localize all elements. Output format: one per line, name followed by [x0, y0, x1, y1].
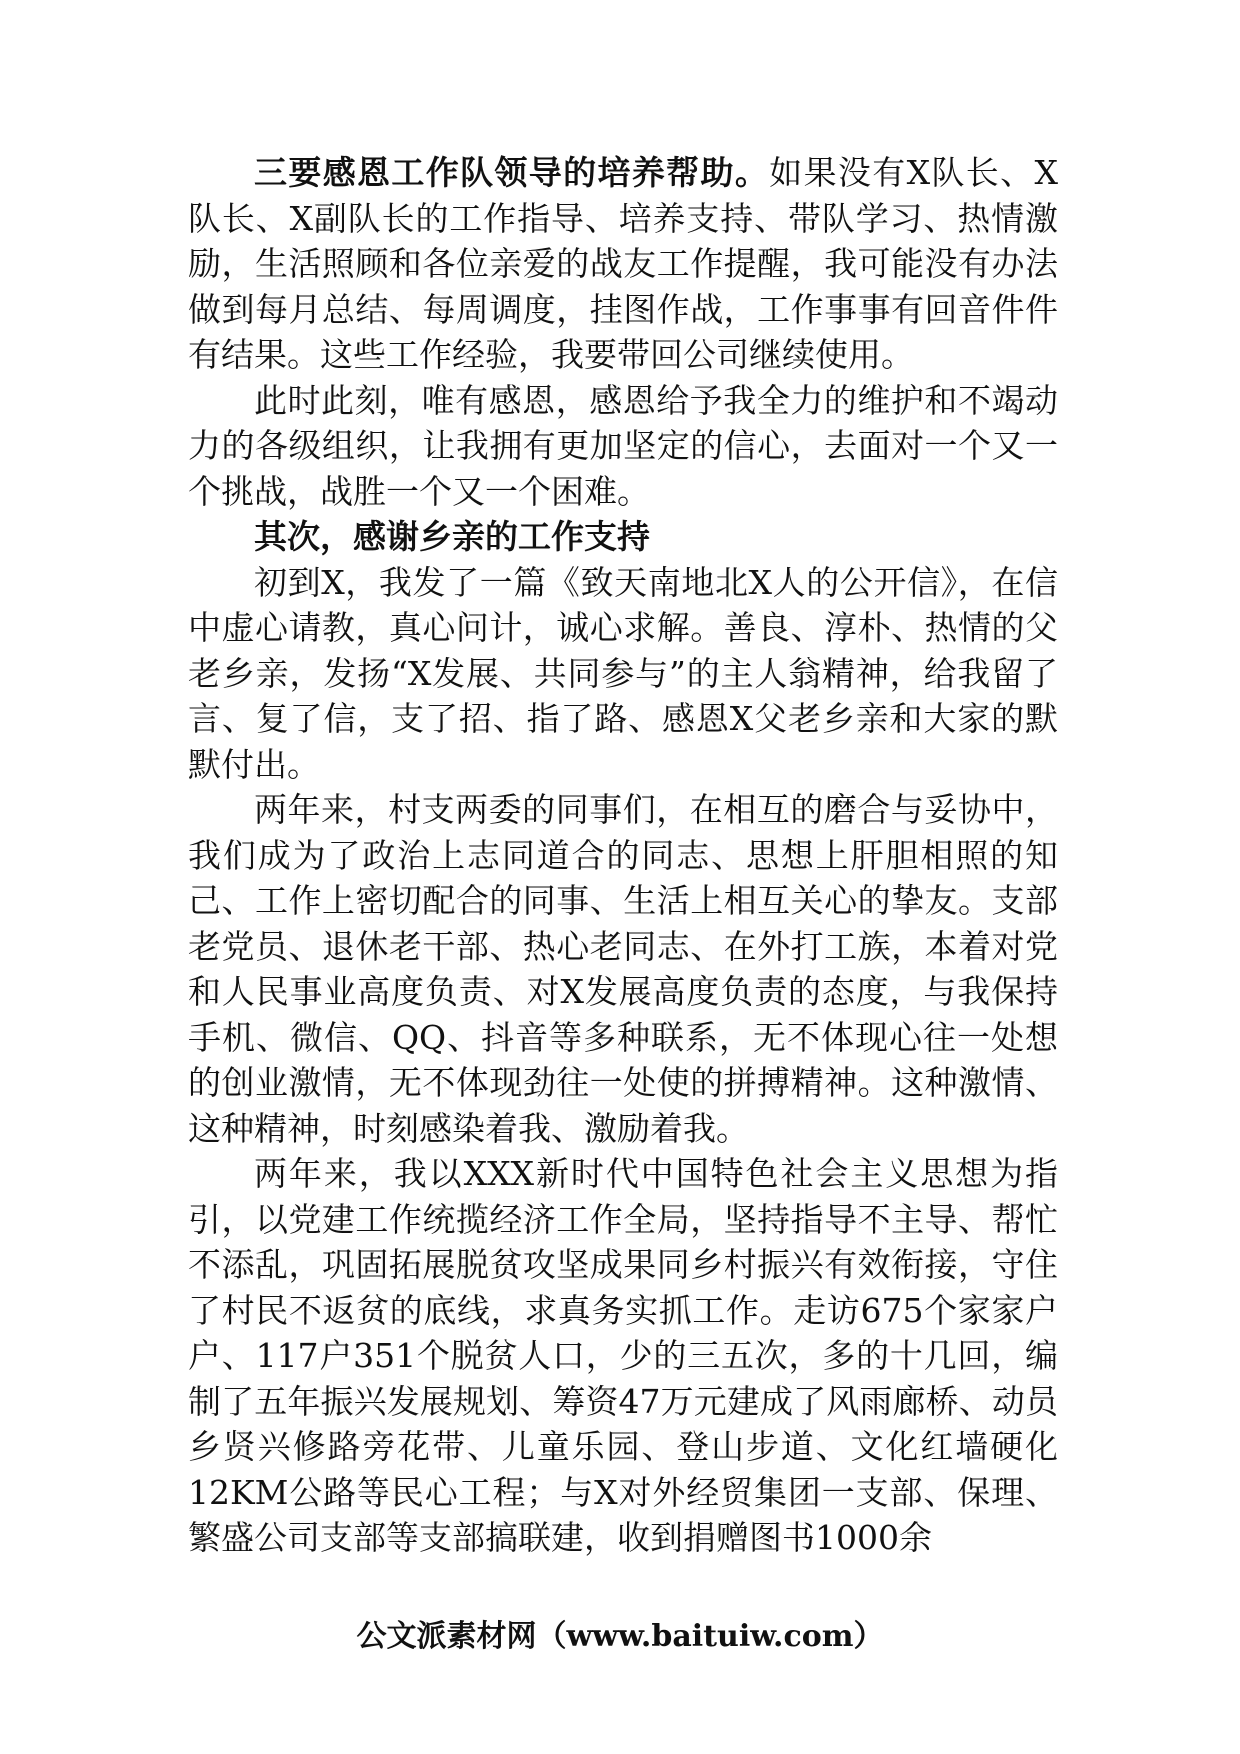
- paragraph-1-lead: 三要感恩工作队领导的培养帮助。: [254, 153, 770, 192]
- paragraph-1-text: 如果没有X队长、X队长、X副队长的工作指导、培养支持、带队学习、热情激励，生活照顾和各位亲爱的战友工作提醒，我可能没有办法做到每月总结、每周调度，挂图作战，工作事事有回音件件有结果。这些工作经验，我要带回公司继续使用。: [188, 153, 1058, 374]
- paragraph-1: [188, 150, 1058, 378]
- document-body: [188, 150, 1058, 1561]
- section-heading: 其次，感谢乡亲的工作支持: [254, 517, 650, 556]
- page-footer: 公文派素材网（www.baituiw.com）: [356, 1619, 884, 1654]
- paragraph-4: 两年来，村支两委的同事们，在相互的磨合与妥协中，我们成为了政治上志同道合的同志、思想上肝胆相照的知己、工作上密切配合的同事、生活上相互关心的挚友。支部老党员、退休老干部、热心老同志、在外打工族，本着对党和人民事业高度负责、对X发展高度负责的态度，与我保持手机、微信、QQ、抖音等多种联系，无不体现心往一处想的创业激情，无不体现劲往一处使的拼搏精神。这种激情、这种精神，时刻感染着我、激励着我。: [188, 790, 1058, 1148]
- paragraph-3: 初到X，我发了一篇《致天南地北X人的公开信》，在信中虚心请教，真心问计，诚心求解。善良、淳朴、热情的父老乡亲，发扬“X发展、共同参与”的主人翁精神，给我留了言、复了信，支了招、指了路、感恩X父老乡亲和大家的默默付出。: [188, 562, 1058, 784]
- paragraph-2: 此时此刻，唯有感恩，感恩给予我全力的维护和不竭动力的各级组织，让我拥有更加坚定的信心，去面对一个又一个挑战，战胜一个又一个困难。: [188, 380, 1058, 511]
- paragraph-5: 两年来，我以XXX新时代中国特色社会主义思想为指引，以党建工作统揽经济工作全局，坚持指导不主导、帮忙不添乱，巩固拓展脱贫攻坚成果同乡村振兴有效衔接，守住了村民不返贫的底线，求真务实抓工作。走访675个家家户户、117户351个脱贫人口，少的三五次，多的十几回，编制了五年振兴发展规划、筹资47万元建成了风雨廊桥、动员乡贤兴修路旁花带、儿童乐园、登山步道、文化红墙硬化12KM公路等民心工程；与X对外经贸集团一支部、保理、繁盛公司支部等支部搞联建，收到捐赠图书1000余: [188, 1154, 1058, 1557]
